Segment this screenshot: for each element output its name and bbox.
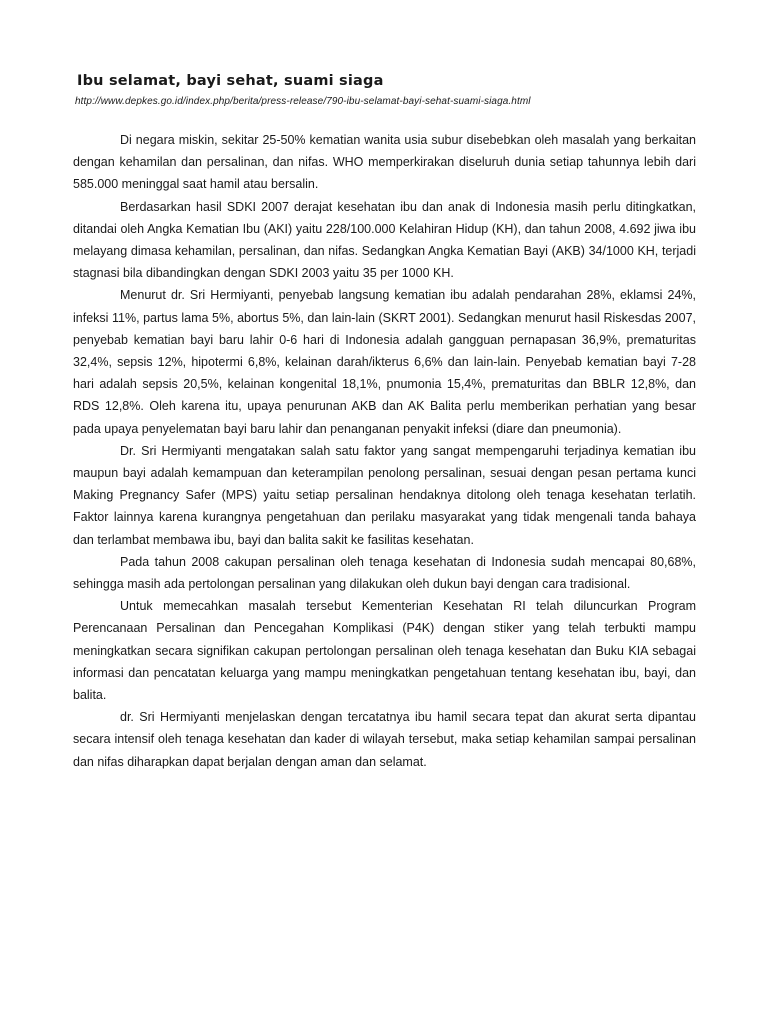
- source-url: http://www.depkes.go.id/index.php/berita/press-release/790-ibu-selamat-bayi-sehat-suami-siaga.html: [75, 96, 531, 107]
- document-page: [73, 70, 696, 773]
- paragraph-6: Untuk memecahkan masalah tersebut Kementerian Kesehatan RI telah diluncurkan Program Perencanaan Persalinan dan Pencegahan Komplikasi (P4K) dengan stiker yang telah terbukti mampu meningkatkan secara signifikan cakupan pertolongan persalinan oleh tenaga kesehatan dan Buku KIA sebagai informasi dan pencatatan keluarga yang mampu meningkatkan pengetahuan tentang kesehatan ibu, bayi, dan balita.: [73, 599, 696, 703]
- paragraph-1: Di negara miskin, sekitar 25-50% kematian wanita usia subur disebebkan oleh masalah yang berkaitan dengan kehamilan dan persalinan, dan nifas. WHO memperkirakan diseluruh dunia setiap tahunnya lebih dari 585.000 meninggal saat hamil atau bersalin.: [73, 133, 696, 192]
- paragraph-5: Pada tahun 2008 cakupan persalinan oleh tenaga kesehatan di Indonesia sudah mencapai 80,68%, sehingga masih ada pertolongan persalinan yang dilakukan oleh dukun bayi dengan cara tradisional.: [73, 554, 696, 592]
- document-title: Ibu selamat, bayi sehat, suami siaga: [77, 73, 384, 89]
- paragraph-2: Berdasarkan hasil SDKI 2007 derajat kesehatan ibu dan anak di Indonesia masih perlu ditingkatkan, ditandai oleh Angka Kematian Ibu (AKI) yaitu 228/100.000 Kelahiran Hidup (KH), dan tahun 2008, 4.692 jiwa ibu melayang dimasa kehamilan, persalinan, dan nifas. Sedangkan Angka Kematian Bayi (AKB) 34/1000 KH, terjadi stagnasi bila dibandingkan dengan SDKI 2003 yaitu 35 per 1000 KH.: [73, 199, 696, 281]
- paragraph-4: Dr. Sri Hermiyanti mengatakan salah satu faktor yang sangat mempengaruhi terjadinya kematian ibu maupun bayi adalah kemampuan dan keterampilan penolong persalinan, sesuai dengan pesan pertama kunci Making Pregnancy Safer (MPS) yaitu setiap persalinan hendaknya ditolong oleh tenaga kesehatan terlatih. Faktor lainnya karena kurangnya pengetahuan dan perilaku masyarakat yang tidak mengenali tanda bahaya dan terlambat membawa ibu, bayi dan balita sakit ke fasilitas kesehatan.: [73, 443, 696, 547]
- paragraph-3: Menurut dr. Sri Hermiyanti, penyebab langsung kematian ibu adalah pendarahan 28%, eklamsi 24%, infeksi 11%, partus lama 5%, abortus 5%, dan lain-lain (SKRT 2001). Sedangkan menurut hasil Riskesdas 2007, penyebab kematian bayi baru lahir 0-6 hari di Indonesia adalah gangguan pernapasan 36,9%, prematuritas 32,4%, sepsis 12%, hipotermi 6,8%, kelainan darah/ikterus 6,6% dan lain-lain. Penyebab kematian bayi 7-28 hari adalah sepsis 20,5%, kelainan kongenital 18,1%, pnumonia 15,4%, prematuritas dan BBLR 12,8%, dan RDS 12,8%. Oleh karena itu, upaya penurunan AKB dan AK Balita perlu memberikan perhatian yang besar pada upaya penyelematan bayi baru lahir dan penanganan penyakit infeksi (diare dan pneumonia).: [73, 288, 696, 436]
- document-body: [73, 129, 696, 773]
- paragraph-7: dr. Sri Hermiyanti menjelaskan dengan tercatatnya ibu hamil secara tepat dan akurat serta dipantau secara intensif oleh tenaga kesehatan dan kader di wilayah tersebut, maka setiap kehamilan sampai persalinan dan nifas diharapkan dapat berjalan dengan aman dan selamat.: [73, 710, 696, 769]
